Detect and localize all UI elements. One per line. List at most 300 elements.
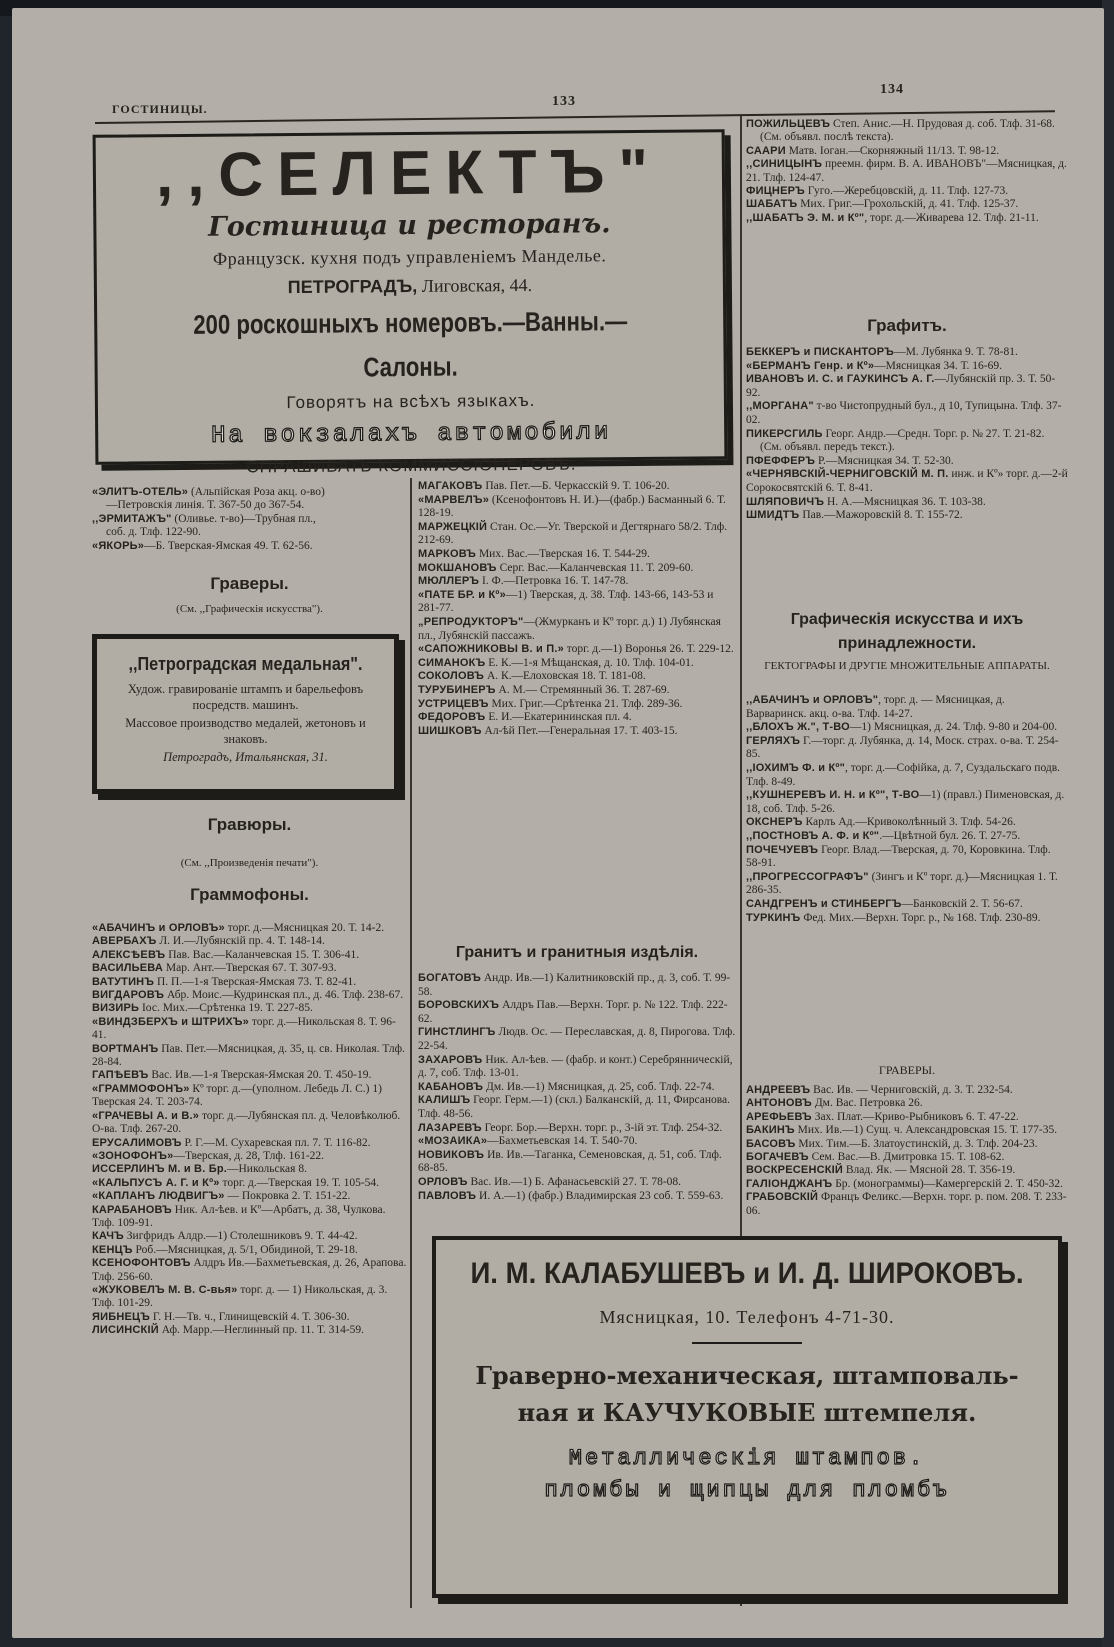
directory-entry: [92, 962, 407, 975]
entry-text: (См. объявл. передъ текст.).: [760, 441, 895, 454]
entry-name: ГРАБОВСКІЙ: [746, 1191, 819, 1204]
directory-entry: [746, 131, 1068, 144]
entry-text: Г.—торг. д. Лубянка, д. 14, Моск. страх. о-ва. Т. 254-85.: [746, 734, 1059, 761]
directory-entry: [746, 735, 1068, 762]
directory-entry: [418, 1094, 736, 1121]
entry-text: Мих. Вас.—Тверская 16. Т. 544-29.: [476, 547, 650, 560]
entry-name: «КАЛЬПУСЪ А. Г. и Кº»: [92, 1176, 220, 1189]
entry-name: АРЕФЬЕВЪ: [746, 1110, 812, 1123]
entry-name: ,,ПОСТНОВЪ А. Ф. и Кº": [746, 829, 880, 842]
directory-entry: [92, 1177, 407, 1190]
entry-text: (Ксенофонтовъ Н. И.)—(фабр.) Басманный 6. Т. 128-19.: [418, 493, 726, 520]
column-rule-1: [410, 478, 412, 1608]
directory-entry: [92, 526, 407, 539]
directory-entry: [92, 1257, 407, 1284]
entry-text: Матв. Іоган.—Скорняжный 11/13. Т. 98-12.: [785, 144, 1000, 157]
directory-entry: [746, 694, 1068, 721]
select-hotel-ad: [93, 129, 728, 477]
directory-entry: [92, 1324, 407, 1337]
entry-text: Георг. Герм.—1) (скл.) Балканскій, д. 11, Фирсанова. Тлф. 48-56.: [418, 1094, 731, 1120]
directory-entry: [746, 1191, 1068, 1218]
column2-top-entries: [418, 480, 736, 738]
directory-entry: [746, 871, 1068, 898]
entry-name: КЕНЦЪ: [92, 1243, 133, 1256]
directory-entry: [92, 1284, 407, 1311]
directory-entry: [418, 711, 736, 725]
directory-entry: [746, 1111, 1068, 1124]
entry-name: АНТОНОВЪ: [746, 1097, 812, 1110]
entry-text: Серг. Вас.—Каланчевская 11. Т. 209-60.: [496, 561, 694, 574]
entry-name: ОКСНЕРЪ: [746, 816, 803, 829]
entry-text: Гуго.—Жеребцовскій, д. 11. Тлф. 127-73.: [804, 185, 1009, 198]
entry-text: Зигфридъ Алдр.—1) Столешниковъ 9. Т. 44-42.: [123, 1230, 358, 1243]
entry-text: А. К.—Елоховская 18. Т. 181-08.: [484, 670, 646, 683]
entry-text: Влад. Як. — Мясной 28. Т. 356-19.: [843, 1164, 1016, 1177]
entry-name: «ЖУКОВЕЛЪ М. В. С-вья»: [92, 1283, 238, 1296]
entry-text: Ал-ѣй Пет.—Генеральная 17. Т. 403-15.: [481, 724, 678, 737]
entry-name: БОРОВСКИХЪ: [418, 999, 500, 1012]
entry-name: „РЕПРОДУКТОРЪ": [418, 615, 524, 628]
directory-entry: [418, 999, 736, 1026]
directory-entry: [418, 1054, 736, 1081]
entry-name: «КАПЛАНЪ ЛЮДВИГЪ»: [92, 1190, 225, 1203]
entry-text: (Оливье. т-во)—Трубная пл.,: [171, 512, 316, 525]
entry-name: ПФЕФФЕРЪ: [746, 454, 816, 467]
entry-name: «ЗОНОФОНЪ»: [92, 1149, 174, 1162]
entry-name: ВАСИЛЬЕВА: [92, 962, 164, 975]
directory-entry: [746, 455, 1068, 469]
select-ad-cars: На вокзалахъ автомобили: [210, 419, 612, 450]
entry-text: Вас. Ив.—1) Б. Афанасьевскій 27. Т. 78-08.: [467, 1175, 682, 1188]
entry-text: —Петровскія линія. Т. 367-50 до 367-54.: [106, 499, 305, 512]
directory-entry: [746, 1084, 1068, 1097]
select-ad-rooms: 200 роскошныхъ номеровъ.—Ванны.—Салоны.: [193, 306, 628, 383]
entry-text: Дм. Вас. Петровка 26.: [811, 1097, 923, 1110]
directory-entry: [746, 509, 1068, 523]
directory-entry: [418, 643, 736, 657]
directory-entry: [92, 1150, 407, 1163]
entry-name: УСТРИЦЕВЪ: [418, 697, 489, 710]
directory-entry: [418, 562, 736, 576]
directory-entry: [418, 589, 736, 616]
medal-ad-line2: Массовое производство медалей, жетоновъ и знаковъ.: [125, 716, 366, 746]
directory-entry: [418, 1176, 736, 1190]
entry-name: ПОЧЕЧУЕВЪ: [746, 843, 819, 856]
entry-name: ,,БЛОХЪ Ж.", Т-ВО: [746, 721, 850, 734]
entry-text: Н. А.—Мясницкая 36. Т. 103-38.: [824, 495, 986, 508]
entry-name: ,,АБАЧИНЪ и ОРЛОВЪ": [746, 694, 879, 706]
entry-text: Роб.—Мясницкая, д. 5/1, Обидиной, Т. 29-18.: [132, 1243, 358, 1256]
gravery-heading: Граверы.: [210, 574, 289, 593]
granit-heading: Гранитъ и гранитныя издѣлія.: [455, 944, 699, 961]
entry-name: ВИГДАРОВЪ: [92, 989, 165, 1002]
directory-entry: [746, 721, 1068, 735]
entry-name: КАБАНОВЪ: [418, 1080, 484, 1093]
running-head: ГОСТИНИЦЫ.: [112, 102, 208, 116]
entry-name: БАКИНЪ: [746, 1124, 795, 1137]
directory-entry: [746, 373, 1068, 400]
directory-entry: [92, 1069, 407, 1082]
entry-name: ГАЛІОНДЖАНЪ: [746, 1177, 833, 1190]
directory-entry: [92, 1244, 407, 1257]
directory-entry: [746, 1097, 1068, 1110]
entry-text: Алдръ Ив.—Бахметьевская, д. 26, Арапова. Тлф. 256-60.: [92, 1257, 407, 1283]
directory-entry: [418, 480, 736, 494]
entry-text: —Никольская 8.: [227, 1163, 307, 1176]
directory-entry: [418, 1081, 736, 1095]
entry-text: —(Жмурканъ и Кº торг. д.) 1) Лубянская пл., Лубянскій пассажъ.: [418, 615, 721, 642]
entry-text: (См. объявл. послѣ текста).: [760, 131, 894, 144]
entry-name: КАЧЪ: [92, 1230, 124, 1243]
entry-text: Георг. Влад.—Тверская, д. 70, Коровкина. Тлф. 58-91.: [746, 843, 1051, 870]
column1-top-entries: [92, 486, 407, 553]
entry-text: Мих. Григ.—Срѣтенка 21. Тлф. 289-36.: [488, 697, 683, 710]
directory-entry: [746, 428, 1068, 442]
entry-name: ПИКЕРСГИЛЬ: [746, 427, 823, 440]
entry-name: «САПОЖНИКОВЫ В. и П.»: [418, 643, 564, 656]
entry-name: АВЕРБАХЪ: [92, 935, 157, 948]
directory-entry: [92, 935, 407, 948]
entry-name: ПОЖИЛЬЦЕВЪ: [746, 118, 831, 130]
directory-entry: [92, 1190, 407, 1203]
entry-text: Алдръ Пав.—Верхн. Торг. р. № 122. Тлф. 222-62.: [418, 999, 728, 1025]
kalabushev-line4: пломбы и щипцы для пломбъ: [544, 1478, 950, 1503]
entry-name: «ЧЕРНЯВСКІЙ-ЧЕРНИГОВСКІЙ М. П.: [746, 468, 949, 481]
directory-entry: [746, 1124, 1068, 1137]
entry-text: торг. д.—Никольская 8. Т. 96-41.: [92, 1015, 396, 1042]
entry-name: «БЕРМАНЪ Генр. и Кº»: [746, 359, 875, 372]
medal-ad-city: Петроградъ, Итальянская, 31.: [163, 750, 328, 764]
entry-name: «ПАТЕ БР. и Кº»: [418, 588, 506, 601]
directory-entry: [92, 499, 407, 512]
entry-name: БЕККЕРЪ и ПИСКАНТОРЪ: [746, 346, 895, 358]
directory-entry: [92, 1110, 407, 1137]
entry-text: , торг. д. — Мясницкая, д. Варваринск. акц. о-ва. Тлф. 14-27.: [746, 694, 1005, 720]
entry-name: ШМИДТЪ: [746, 509, 800, 522]
entry-name: ВОСКРЕСЕНСКІЙ: [746, 1164, 844, 1177]
entry-text: Карлъ Ад.—Кривоколѣнный 3. Тлф. 54-26.: [802, 816, 1016, 829]
entry-text: торг. д.—Лубянская пл. д. Человѣколюб. О-ва. Тлф. 267-20.: [92, 1109, 401, 1136]
entry-text: П. П.—1-я Тверская-Ямская 73. Т. 82-41.: [154, 975, 357, 988]
directory-entry: [92, 1137, 407, 1150]
directory-entry: [746, 789, 1068, 816]
medal-ad-line1: Худож. гравированіе штампъ и барельефовъ посредств. машинъ.: [127, 682, 364, 712]
directory-entry: [92, 1016, 407, 1043]
entry-text: Стан. Ос.—Уг. Тверской и Дегтярнаго 58/2. Тлф. 212-69.: [418, 520, 728, 547]
directory-entry: [92, 1043, 407, 1070]
entry-name: СОКОЛОВЪ: [418, 670, 485, 683]
entry-text: Людв. Ос. — Переславская, д. 8, Пирогова. Тлф. 22-54.: [418, 1026, 736, 1052]
entry-name: ТУРКИНЪ: [746, 911, 801, 924]
directory-entry: [746, 185, 1068, 198]
entry-text: Францъ Феликс.—Верхн. торг. р. пом. 208. Т. 233-06.: [746, 1191, 1067, 1217]
directory-entry: [418, 521, 736, 548]
directory-entry: [418, 1149, 736, 1176]
directory-entry: [92, 486, 407, 499]
gravyury-heading: Гравюры.: [207, 815, 292, 834]
entry-name: ТУРУБИНЕРЪ: [418, 683, 496, 696]
entry-text: Бр. (монограммы)—Камергерскій 2. Т. 450-32.: [832, 1177, 1063, 1190]
entry-name: «АБАЧИНЪ и ОРЛОВЪ»: [92, 922, 225, 934]
gravyury-note: (См. ,,Произведенія печати").: [180, 857, 319, 869]
entry-text: —1) (правл.) Пименовская, д. 18, соб. Тлф. 5-26.: [746, 789, 1065, 815]
page-number-right: 134: [880, 82, 904, 97]
entry-name: ВОРТМАНЪ: [92, 1042, 159, 1055]
column3-bottom-entries: [746, 694, 1068, 925]
directory-entry: [746, 468, 1068, 495]
entry-text: Л. И.—Лубянскій пр. 4. Т. 148-14.: [156, 935, 325, 948]
grafit-heading: Графитъ.: [867, 316, 947, 335]
entry-name: «ВИНДЗБЕРХЪ и ШТРИХЪ»: [92, 1015, 249, 1028]
directory-entry: [746, 346, 1068, 360]
kalabushev-line1: Граверно-механическая, штамповаль-: [475, 1361, 1019, 1390]
directory-entry: [418, 1122, 736, 1136]
entry-text: Е. И.—Екатерининская пл. 4.: [485, 711, 632, 724]
entry-text: Георг. Андр.—Средн. Торг. р. № 27. Т. 21-82.: [822, 427, 1045, 440]
directory-entry: [746, 496, 1068, 510]
directory-entry: [746, 1164, 1068, 1177]
entry-text: Мар. Ант.—Тверская 67. Т. 307-93.: [163, 962, 337, 975]
directory-entry: [418, 1135, 736, 1149]
directory-entry: [418, 494, 736, 521]
directory-entry: [746, 830, 1068, 844]
entry-name: «ГРАЧЕВЫ А. и В.»: [92, 1109, 200, 1122]
directory-entry: [746, 145, 1068, 158]
directory-entry: [418, 548, 736, 562]
entry-text: Аф. Марр.—Неглинный пр. 11. Т. 314-59.: [158, 1324, 365, 1337]
select-ad-address: Лиговская, 44.: [421, 274, 533, 296]
directory-entry: [92, 1163, 407, 1176]
entry-name: СИМАНОКЪ: [418, 656, 486, 669]
entry-name: АЛЕКСѢЕВЪ: [92, 948, 166, 961]
select-ad-languages: Говорятъ на всѣхъ языкахъ.: [286, 390, 536, 413]
entry-text: , торг. д.—Софійка, д. 7, Суздальскаго подв. Тлф. 8-49.: [746, 761, 1061, 788]
gravery-note: (См. ,,Графическія искусства").: [176, 603, 323, 615]
kalabushev-ad: [432, 1236, 1062, 1598]
select-ad-city: ПЕТРОГРАДЪ,: [287, 275, 418, 298]
column2-bottom-entries: [418, 972, 736, 1203]
entry-text: Зах. Плат.—Криво-Рыбниковъ 6. Т. 47-22.: [811, 1110, 1019, 1123]
entry-name: МАРКОВЪ: [418, 547, 477, 560]
directory-entry: [746, 1178, 1068, 1191]
page-number-left: 133: [552, 94, 576, 109]
entry-text: Ник. Ал-ѣев. — (фабр. и конт.) Серебрянническій, д. 7, соб. Тлф. 13-01.: [418, 1053, 733, 1080]
entry-name: СААРИ: [746, 144, 786, 157]
column3-mid-entries: [746, 346, 1068, 523]
directory-entry: [418, 698, 736, 712]
entry-name: ФЕДОРОВЪ: [418, 711, 486, 724]
entry-name: ШИШКОВЪ: [418, 724, 482, 737]
entry-name: ,,ЭРМИТАЖЪ": [92, 512, 172, 525]
entry-text: Мих. Григ.—Грохольскій, д. 41. Тлф. 125-37.: [797, 198, 1019, 211]
entry-text: Г. Н.—Тв. ч., Глинищевскій 4. Т. 306-30.: [150, 1310, 350, 1323]
entry-text: —Мясницкая 34. Т. 16-69.: [874, 359, 1003, 372]
entry-text: —Б. Тверская-Ямская 49. Т. 62-56.: [144, 539, 313, 552]
entry-text: Пав. Пет.—Мясницкая, д. 35, ц. св. Николая. Тлф. 28-84.: [92, 1042, 405, 1069]
entry-text: Георг. Бор.—Верхн. торг. р., 3-ій эт. Тлф. 254-32.: [481, 1121, 723, 1134]
entry-name: МОКШАНОВЪ: [418, 561, 497, 574]
medal-ad-title: ,,Петроградская медальная".: [128, 654, 363, 674]
entry-text: А. М.— Стремянный 36. Т. 287-69.: [495, 683, 670, 696]
entry-name: ,,СИНИЦЫНЪ: [746, 158, 823, 171]
entry-name: ЛИСИНСКІЙ: [92, 1324, 159, 1337]
kalabushev-title: И. М. КАЛАБУШЕВЪ и И. Д. ШИРОКОВЪ.: [470, 1257, 1024, 1290]
entry-text: — Покровка 2. Т. 151-22.: [224, 1190, 351, 1203]
entry-name: МАГАКОВЪ: [418, 480, 483, 492]
entry-name: САНДГРЕНЪ и СТИНБЕРГЪ: [746, 897, 902, 910]
entry-text: торг. д.—Мясницкая 20. Т. 14-2.: [224, 922, 385, 934]
directory-entry: [92, 1204, 407, 1231]
grafich-subheading: ГЕКТОГРАФЫ И ДРУГІЕ МНОЖИТЕЛЬНЫЕ АППАРАТЫ.: [764, 660, 1050, 672]
entry-name: КАЛИШЪ: [418, 1094, 471, 1107]
directory-entry: [418, 725, 736, 739]
entry-text: соб. д. Тлф. 122-90.: [106, 526, 201, 539]
entry-text: преемн. фирм. В. А. ИВАНОВЪ"—Мясницкая, д. 21. Тлф. 124-47.: [746, 158, 1067, 184]
entry-text: Пав.—Мажоровскій 8. Т. 155-72.: [799, 509, 963, 522]
directory-entry: [92, 922, 407, 935]
entry-text: Е. К.—1-я Мѣщанская, д. 10. Тлф. 104-01.: [485, 656, 694, 669]
directory-entry: [92, 513, 407, 526]
entry-name: ЗАХАРОВЪ: [418, 1053, 483, 1066]
directory-entry: [418, 575, 736, 589]
entry-text: —1) Тверская, д. 38. Тлф. 143-66, 143-53 и 281-77.: [418, 588, 714, 615]
directory-entry: [92, 1002, 407, 1015]
entry-text: Абр. Моис.—Кудринская пл., д. 46. Тлф. 238-67.: [164, 989, 404, 1002]
entry-name: ФИЦНЕРЪ: [746, 185, 805, 198]
entry-name: ШЛЯПОВИЧЪ: [746, 495, 825, 508]
entry-name: МЮЛЛЕРЪ: [418, 575, 480, 588]
directory-entry: [746, 441, 1068, 455]
directory-entry: [746, 400, 1068, 427]
entry-name: МАРЖЕЦКІЙ: [418, 520, 488, 533]
entry-name: ПАВЛОВЪ: [418, 1189, 477, 1202]
entry-text: инж. и Кº» торг. д.—2-й Сорокосвятскій 6. Т. 8-41.: [746, 468, 1068, 494]
directory-entry: [746, 912, 1068, 926]
entry-name: ИВАНОВЪ И. С. и ГАУКИНСЪ А. Г.: [746, 373, 935, 386]
entry-text: Мих. Ив.—1) Сущ. ч. Александровская 15. Т. 177-35.: [794, 1124, 1058, 1137]
entry-text: И. А.—1) (фабр.) Владимирская 23 соб. Т. 559-63.: [476, 1189, 724, 1202]
entry-text: —1) Мясницкая, д. 24. Тлф. 9-80 и 204-00.: [849, 721, 1058, 734]
directory-entry: [418, 684, 736, 698]
entry-name: «ЭЛИТЪ-ОТЕЛЬ»: [92, 486, 189, 498]
entry-name: «МАРВЕЛЪ»: [418, 493, 490, 506]
gravery2-heading: ГРАВЕРЫ.: [878, 1063, 936, 1077]
directory-entry: [746, 816, 1068, 830]
directory-entry: [92, 989, 407, 1002]
entry-text: Фед. Мих.—Верхн. Торг. р., № 168. Тлф. 230-89.: [800, 911, 1041, 924]
kalabushev-address: Мясницкая, 10. Телефонъ 4-71-30.: [599, 1307, 895, 1327]
entry-name: ЕРУСАЛИМОВЪ: [92, 1136, 182, 1149]
kalabushev-rule: [692, 1342, 802, 1344]
entry-text: Степ. Анис.—Н. Прудовая д. соб. Тлф. 31-68.: [830, 118, 1055, 130]
directory-entry: [418, 1190, 736, 1204]
entry-name: НОВИКОВЪ: [418, 1148, 485, 1161]
entry-name: ЛАЗАРЕВЪ: [418, 1121, 482, 1134]
entry-text: Мих. Тим.—Б. Златоустинскій, д. 3. Тлф. 204-23.: [795, 1137, 1038, 1150]
select-ad-ask: СПРАШИВАТЬ КОММИССІОНЕРОВЪ.: [246, 454, 577, 477]
directory-entry: [746, 198, 1068, 211]
entry-name: ГАПѢЕВЪ: [92, 1069, 149, 1082]
kalabushev-line3: Металлическія штампов.: [568, 1446, 926, 1471]
entry-text: (Альпійская Роза акц. о-во): [188, 486, 325, 498]
select-ad-subtitle: Гостиница и ресторанъ.: [208, 208, 611, 243]
entry-text: Вас. Ив.—1-я Тверская-Ямская 20. Т. 450-19.: [148, 1069, 372, 1082]
directory-entry: [746, 762, 1068, 789]
entry-text: , торг. д.—Живарева 12. Тлф. 21-11.: [864, 211, 1039, 224]
directory-entry: [746, 212, 1068, 225]
entry-text: торг. д. — 1) Никольская, д. 3. Тлф. 101-29.: [92, 1283, 388, 1310]
directory-entry: [92, 540, 407, 553]
entry-text: —Лубянскій пр. 3. Т. 50-92.: [746, 373, 1056, 399]
entry-text: торг. д.—1) Воронья 26. Т. 229-12.: [563, 643, 734, 656]
entry-text: Пав. Вас.—Каланчевская 15. Т. 306-41.: [165, 948, 360, 961]
grammofony-heading: Граммофоны.: [190, 885, 309, 904]
directory-entry: [746, 1138, 1068, 1151]
directory-entry: [746, 844, 1068, 871]
entry-text: .—Цвѣтной бул. 26. Т. 27-75.: [879, 829, 1021, 842]
entry-text: —Бахметьевская 14. Т. 540-70.: [487, 1135, 638, 1148]
directory-entry: [418, 670, 736, 684]
entry-text: —Тверская, д. 28, Тлф. 161-22.: [173, 1149, 325, 1162]
entry-text: Ив. Ив.—Таганка, Семеновская, д. 51, соб. Тлф. 68-85.: [418, 1148, 722, 1175]
directory-entry: [746, 1151, 1068, 1164]
entry-name: ИССЕРЛИНЪ М. и В. Бр.: [92, 1163, 227, 1176]
entry-name: ,,МОРГАНА": [746, 400, 814, 413]
entry-name: ОРЛОВЪ: [418, 1175, 468, 1188]
entry-name: «ЯКОРЬ»: [92, 539, 145, 552]
entry-name: ,,КУШНЕРЕВЪ И. Н. и Кº", Т-ВО: [746, 789, 920, 802]
directory-entry: [92, 1083, 407, 1110]
directory-entry: [418, 972, 736, 999]
entry-name: ,,ПРОГРЕССОГРАФЪ": [746, 870, 869, 883]
entry-name: ГИНСТЛИНГЪ: [418, 1026, 496, 1039]
medal-ad: [92, 634, 399, 794]
entry-text: Р.—Мясницкая 34. Т. 52-30.: [815, 454, 954, 467]
entry-name: ,,ІОХИМЪ Ф. и Кº": [746, 761, 846, 774]
directory-entry: [92, 949, 407, 962]
entry-name: АНДРЕЕВЪ: [746, 1084, 811, 1096]
directory-entry: [746, 158, 1068, 185]
directory-entry: [746, 118, 1068, 131]
entry-name: БАСОВЪ: [746, 1137, 796, 1150]
entry-name: «ГРАММОФОНЪ»: [92, 1082, 190, 1095]
entry-text: (Зингъ и Кº торг. д.)—Мясницкая 1. Т. 286-35.: [746, 870, 1058, 897]
entry-text: Іос. Мих.—Срѣтенка 19. Т. 227-85.: [139, 1002, 313, 1015]
entry-text: т-во Чистопрудный бул., д 10, Тупицына. Тлф. 37-02.: [746, 400, 1062, 426]
directory-entry: [92, 1311, 407, 1324]
entry-name: КСЕНОФОНТОВЪ: [92, 1257, 191, 1270]
entry-name: ВАТУТИНЪ: [92, 975, 155, 988]
entry-text: Вас. Ив. — Черниговскій, д. 3. Т. 232-54.: [810, 1084, 1013, 1096]
entry-name: ЯИБНЕЦЪ: [92, 1310, 151, 1323]
entry-text: Кº торг. д.—(уполном. Лебедь Л. С.) 1) Тверская 24. Т. 203-74.: [92, 1082, 382, 1109]
column3-top-entries: [746, 118, 1068, 225]
directory-entry: [746, 898, 1068, 912]
entry-text: І. Ф.—Петровка 16. Т. 147-78.: [479, 575, 629, 588]
entry-text: торг. д.—Тверская 19. Т. 105-54.: [219, 1176, 380, 1189]
directory-entry: [418, 657, 736, 671]
select-ad-name: ,,СЕЛЕКТЪ": [155, 136, 663, 211]
entry-text: Сем. Вас.—В. Дмитровка 15. Т. 108-62.: [808, 1151, 1005, 1164]
directory-entry: [418, 1026, 736, 1053]
directory-entry: [92, 1230, 407, 1243]
column3-end-entries: [746, 1084, 1068, 1218]
kalabushev-line2: ная и КАУЧУКОВЫЕ штемпеля.: [517, 1398, 977, 1427]
entry-name: БОГАЧЕВЪ: [746, 1151, 809, 1164]
entry-text: Р. Г.—М. Сухаревская пл. 7. Т. 116-82.: [181, 1136, 371, 1149]
directory-entry: [746, 360, 1068, 374]
entry-text: Дм. Ив.—1) Мясницкая, д. 25, соб. Тлф. 22-74.: [483, 1080, 715, 1093]
